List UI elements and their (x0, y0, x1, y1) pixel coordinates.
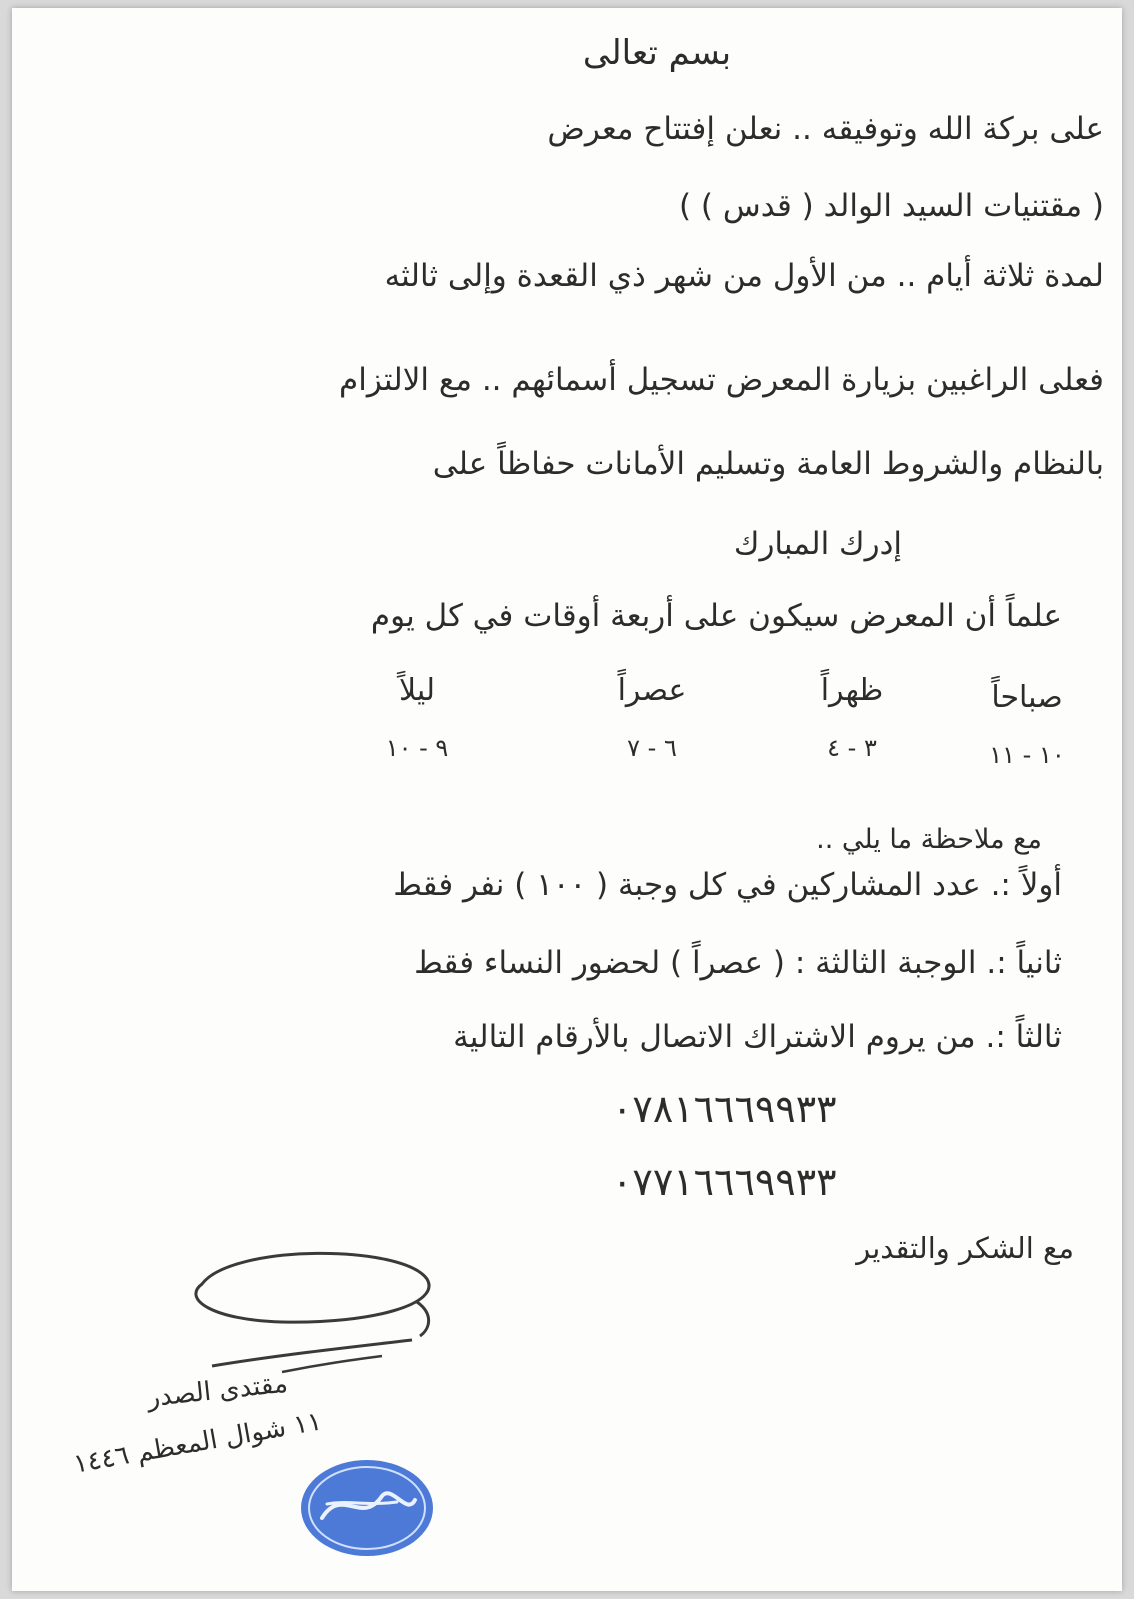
schedule-time: ٦ - ٧ (627, 734, 677, 762)
body-line-7: علماً أن المعرض سيكون على أربعة أوقات في كل يوم (370, 598, 1062, 634)
phone-number-2: ٠٧٧١٦٦٦٩٩٣٣ (612, 1160, 837, 1204)
schedule-period: ظهراً (820, 673, 884, 708)
note-2: ثانياً :. الوجبة الثالثة : ( عصراً ) لحضور النساء فقط (414, 945, 1062, 981)
document-page (12, 8, 1122, 1591)
body-line-6: إدرك المبارك (733, 526, 902, 562)
schedule-slot-noon (772, 673, 932, 762)
schedule-slot-afternoon (572, 673, 732, 762)
body-line-4: فعلى الراغبين بزيارة المعرض تسجيل أسمائهم .. مع الالتزام (339, 362, 1104, 398)
schedule-period: عصراً (617, 673, 687, 708)
body-line-3: لمدة ثلاثة أيام .. من الأول من شهر ذي القعدة وإلى ثالثه (384, 258, 1104, 294)
schedule-period: ليلاً (398, 673, 436, 708)
document-title: بسم تعالى (582, 33, 732, 73)
schedule-slot-morning (947, 680, 1107, 769)
schedule-time: ١٠ - ١١ (989, 741, 1065, 769)
notes-intro: مع ملاحظة ما يلي .. (816, 824, 1042, 855)
schedule-slot-night (337, 673, 497, 762)
signature (172, 1244, 452, 1384)
schedule-period: صباحاً (991, 680, 1063, 715)
note-1: أولاً :. عدد المشاركين في كل وجبة ( ١٠٠ ) نفر فقط (393, 867, 1062, 903)
note-3: ثالثاً :. من يروم الاشتراك الاتصال بالأرقام التالية (453, 1019, 1062, 1055)
body-line-5: بالنظام والشروط العامة وتسليم الأمانات حفاظاً على (432, 446, 1104, 482)
schedule-time: ٣ - ٤ (827, 734, 877, 762)
signature-date: ١١ شوال المعظم ١٤٤٦ (71, 1406, 324, 1480)
closing-line: مع الشكر والتقدير (856, 1231, 1074, 1265)
body-line-2: ( مقتنيات السيد الوالد ( قدس ) ) (678, 188, 1104, 224)
official-seal (297, 1456, 437, 1561)
schedule-time: ٩ - ١٠ (385, 734, 449, 762)
body-line-1: على بركة الله وتوفيقه .. نعلن إفتتاح معرض (547, 111, 1104, 147)
phone-number-1: ٠٧٨١٦٦٦٩٩٣٣ (612, 1087, 837, 1131)
signatory-name: مقتدى الصدر (145, 1368, 290, 1414)
